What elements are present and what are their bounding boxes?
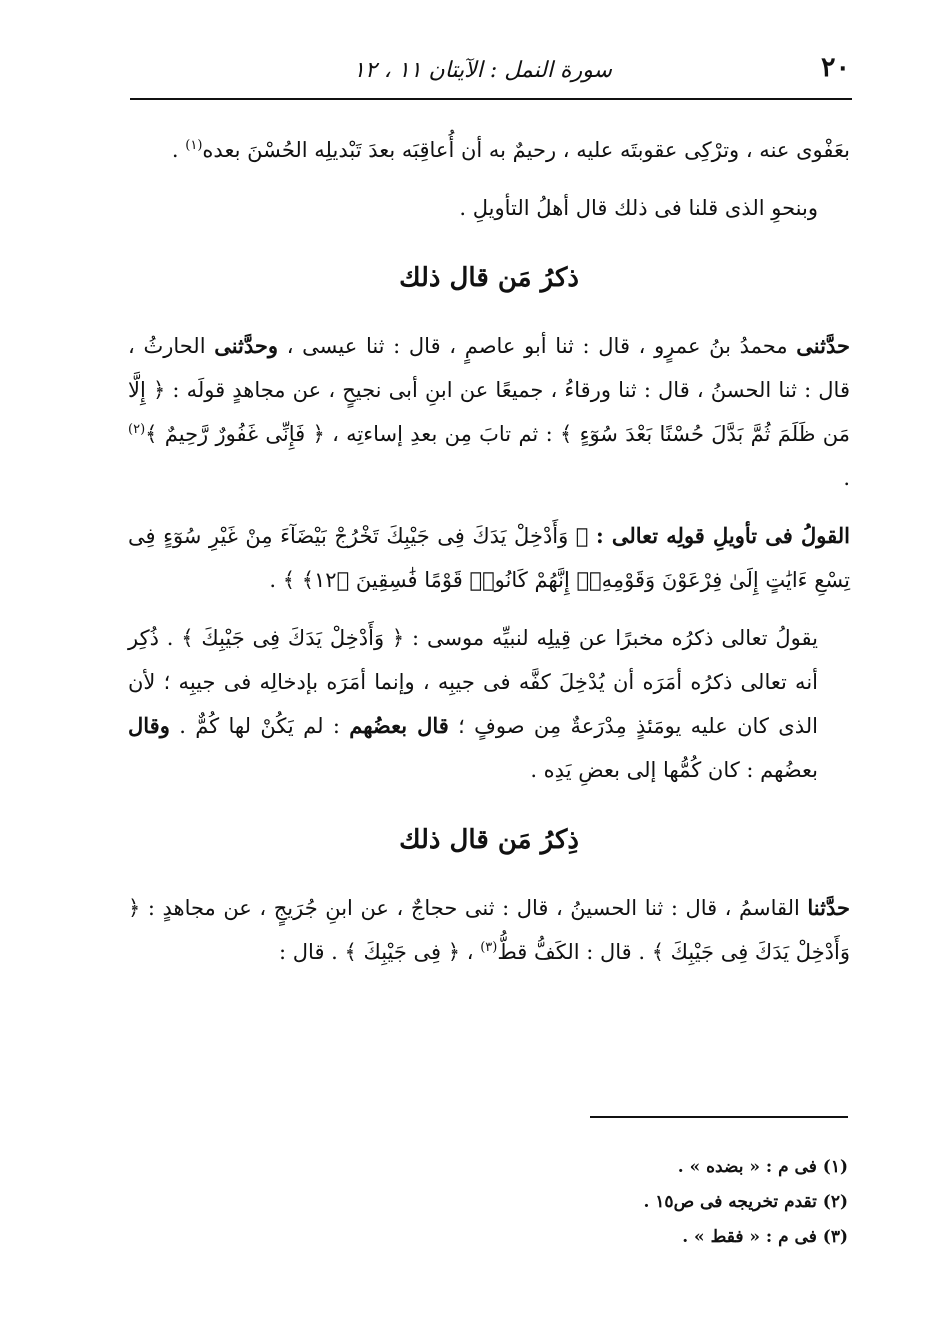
footnotes bbox=[420, 1150, 848, 1255]
tafsir-heading-lead: القولُ فى تأويلِ قولِه تعالى : bbox=[595, 523, 850, 548]
paragraph-6a-text: القاسمُ ، قال : ثنا الحسينُ ، قال : ثنى حجاجٌ ، عن ابنِ جُرَيجٍ ، عن مجاهدٍ : ﴿ وَأَدْخِلْ يَدَكَ فِى جَيْبِكَ ﴾ . قال : الكَفُّ قطُّ bbox=[128, 896, 850, 964]
quran-verse: ﴿ وَأَدْخِلْ يَدَكَ فِى جَيْبِكَ تَخْرُجْ بَيْضَآءَ مِنْ غَيْرِ سُوٓءٍ فِى تِسْعِ ءَايَٰتٍ إِلَىٰ فِرْعَوْنَ وَقَوْمِهِۦٓ إِنَّهُمْ كَانُوا۟ قَوْمًا فَٰسِقِينَ ﴿١٢﴾ ﴾ . bbox=[128, 524, 850, 592]
header-rule bbox=[130, 98, 852, 100]
paragraph-3-end: . bbox=[843, 466, 850, 490]
isnad-lead-2: وحدَّثنى bbox=[214, 333, 279, 358]
paragraph-1-end: . bbox=[171, 138, 179, 162]
paragraph-1 bbox=[128, 128, 850, 172]
paragraph-3b-text: الحارثُ ، قال : ثنا الحسنُ ، قال : ثنا ورقاءُ ، جميعًا عن ابنِ أبى نجيحٍ ، عن مجاهدٍ قولَه : ﴿ إِلَّا مَن ظَلَمَ ثُمَّ بَدَّلَ حُسْنًا بَعْدَ سُوٓءٍ ﴾ : ثم تابَ مِن بعدِ إساءتِه ، ﴿ فَإِنِّى غَفُورٌ رَّحِيمٌ ﴾ bbox=[128, 334, 850, 446]
running-title: سورة النمل : الآيتان ١١ ، ١٢ bbox=[353, 58, 612, 83]
paragraph-5a-text: يقولُ تعالى ذكرُه مخبرًا عن قِيلِه لنبيِّه موسى : ﴿ وَأَدْخِلْ يَدَكَ فِى جَيْبِكَ ﴾ . ذُكِر أنه تعالى ذكرُه أمَرَه أن يُدْخِلَ كفَّه فى جيبِه ، وإنما أمَرَه بإدخالِه فى جيبِه ؛ لأن الذى كان عليه يومَئذٍ مِدْرَعةٌ مِن صوفٍ ؛ bbox=[128, 626, 818, 738]
footnote-2: (٢) تقدم تخريجه فى ص١٥ . bbox=[643, 1192, 848, 1212]
footnote-ref-2: (٢) bbox=[128, 422, 146, 437]
footnote-ref-3: (٣) bbox=[480, 940, 498, 955]
paragraph-6 bbox=[128, 886, 850, 974]
paragraph-3 bbox=[128, 324, 850, 500]
page-header bbox=[130, 52, 850, 92]
paragraph-3a-text: محمدُ بنُ عمرٍو ، قال : ثنا أبو عاصمٍ ، قال : ثنا عيسى ، bbox=[286, 334, 788, 358]
opinion-lead-1: قال بعضُهم bbox=[349, 713, 449, 738]
paragraph-5b-text: : لم يَكُنْ لها كُمٌّ . bbox=[179, 714, 340, 738]
paragraph-2: وبنحوِ الذى قلنا فى ذلك قال أهلُ التأويلِ . bbox=[459, 196, 818, 220]
footnote-ref-1: (١) bbox=[185, 138, 203, 153]
paragraph-6b-text: ، ﴿ فِى جَيْبِكَ ﴾ . قال : bbox=[279, 940, 474, 964]
section-heading-1: ذكرُ مَن قال ذلك bbox=[399, 263, 579, 293]
footnote-3: (٣) فى م : « فقط » . bbox=[682, 1227, 848, 1247]
paragraph-4 bbox=[128, 514, 850, 602]
section-heading-2: ذِكرُ مَن قال ذلك bbox=[399, 825, 579, 855]
paragraph-1-text: بعَفْوى عنه ، وترْكِى عقوبتَه عليه ، رحيمٌ به أن أُعاقِبَه بعدَ تَبْديلِه الحُسْنَ بعده bbox=[202, 138, 850, 162]
paragraph-5c-text: بعضُهم : كان كُمُّها إلى بعضِ يَدِه . bbox=[530, 758, 818, 782]
footnote-1: (١) فى م : « بضده » . bbox=[677, 1157, 848, 1177]
isnad-lead-1: حدَّثنى bbox=[796, 333, 850, 358]
isnad-lead-3: حدَّثنا bbox=[807, 895, 850, 920]
footnote-rule bbox=[590, 1116, 848, 1118]
opinion-lead-2: وقال bbox=[128, 713, 170, 738]
page-number: ٢٠ bbox=[820, 52, 850, 83]
main-text bbox=[128, 128, 850, 974]
paragraph-5 bbox=[128, 616, 850, 792]
